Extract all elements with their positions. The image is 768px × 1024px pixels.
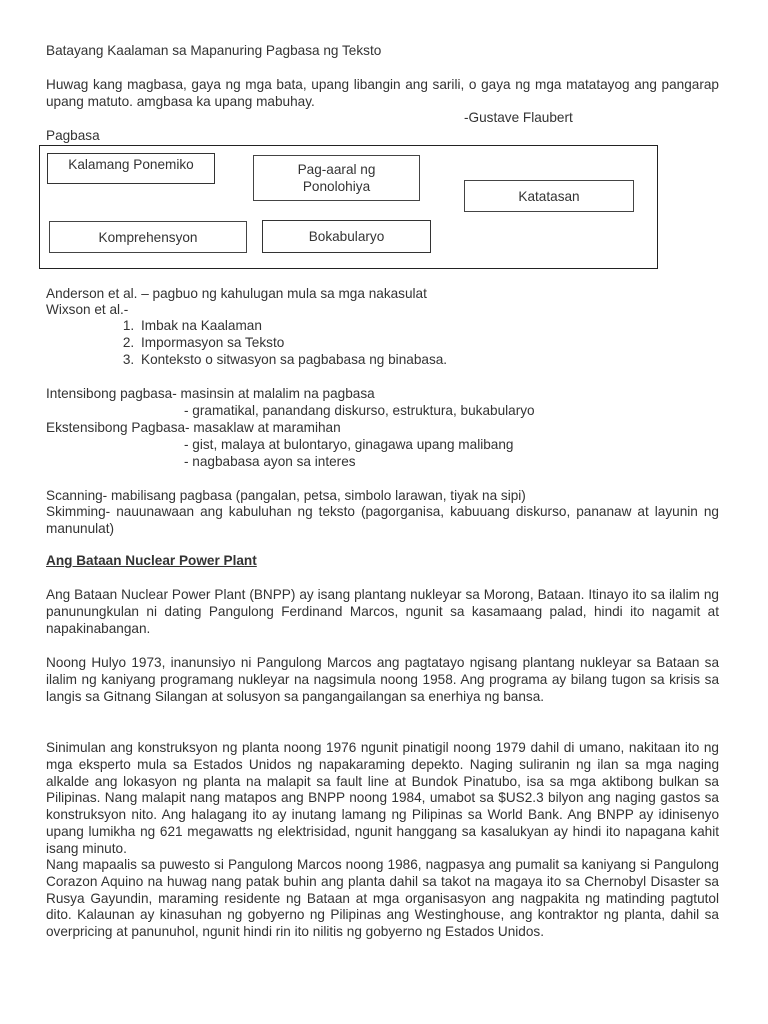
skimming-definition: Skimming- nauunawaan ang kabuluhan ng teksto (pagorganisa, kabuuang diskurso, pananaw at layunin ng manunulat) <box>46 504 719 536</box>
anderson-definition: Anderson et al. – pagbuo ng kahulugan mula sa mga nakasulat <box>46 286 427 301</box>
list-item: 2. Impormasyon sa Teksto <box>138 335 447 352</box>
box-katatasan: Katatasan <box>464 180 634 212</box>
box-kalamang-ponemiko: Kalamang Ponemiko <box>47 153 215 184</box>
intensibo-definition: Intensibong pagbasa- masinsin at malalim na pagbasa <box>46 386 375 401</box>
scanning-definition: Scanning- mabilisang pagbasa (pangalan, petsa, simbolo larawan, tiyak na sipi) <box>46 488 526 503</box>
intensibo-detail: - gramatikal, panandang diskurso, estruktura, bukabularyo <box>184 403 535 418</box>
box-pag-aaral-ng-ponolohiya: Pag-aaral ng Ponolohiya <box>253 155 420 201</box>
ekstensibo-definition: Ekstensibong Pagbasa- masaklaw at maramihan <box>46 420 341 435</box>
wixson-label: Wixson et al.- <box>46 302 129 317</box>
bnpp-paragraph: Noong Hulyo 1973, inanunsiyo ni Pangulong Marcos ang pagtatayo ngisang plantang nukleyar sa Bataan sa ilalim ng kaniyang programang nukleyar na nagsimula noong 1958. Ang programa ay bilang tugon sa krisis sa langis sa Gitnang Silangan at solusyon sa pangangailangan sa enerhiya ng bansa. <box>46 655 719 704</box>
bnpp-paragraph: Nang mapaalis sa puwesto si Pangulong Marcos noong 1986, nagpasya ang pumalit sa kaniyang si Pangulong Corazon Aquino na huwag nang patak buhin ang planta dahil sa takot na magaya ito sa Chernobyl Disaster sa Rusya Gayundin, maraming residente ng Bataan at mga organisasyon ang nagpakita ng matinding pagtutol dito. Kalaunan ay kinasuhan ng gobyerno ng Pilipinas ang Westinghouse, ang kontraktor ng planta, dahil sa overpricing at panunuhol, ngunit hindi rin ito nilitis ng gobyerno ng Estados Unidos. <box>46 857 719 940</box>
ekstensibo-detail: - nagbabasa ayon sa interes <box>184 454 356 469</box>
ekstensibo-detail: - gist, malaya at bulontaryo, ginagawa upang malibang <box>184 437 514 452</box>
box-bokabularyo: Bokabularyo <box>262 220 431 253</box>
section-label-pagbasa: Pagbasa <box>46 128 100 143</box>
wixson-list <box>108 318 447 368</box>
quote-author: -Gustave Flaubert <box>464 110 573 125</box>
bnpp-paragraph: Sinimulan ang konstruksyon ng planta noong 1976 ngunit pinatigil noong 1979 dahil di umano, nakitaan ito ng mga eksperto mula sa Estados Unidos ng napakaraming depekto. Naging suliranin ng ilan sa mga naging alkalde ang lokasyon ng planta na malapit sa fault line at Bundok Pinatubo, isa sa mga aktibong bulkan sa Pilipinas. Nang malapit nang matapos ang BNPP noong 1984, umabot sa $US2.3 bilyon ang naging gastos sa konstruksyon nito. Ang halagang ito ay inutang lamang ng Pilipinas sa World Bank. Ang BNPP ay idinisenyo upang lumikha ng 621 megawatts ng elektrisidad, ngunit hanggang sa kasalukyan ay hindi ito napagana kahit isang minuto. <box>46 740 719 856</box>
quote-text: Huwag kang magbasa, gaya ng mga bata, upang libangin ang sarili, o gaya ng mga matatayog ang pangarap upang matuto. amgbasa ka upang mabuhay. <box>46 77 719 109</box>
list-item: 1. Imbak na Kaalaman <box>138 318 447 335</box>
list-item: 3. Konteksto o sitwasyon sa pagbabasa ng binabasa. <box>138 352 447 369</box>
bnpp-heading: Ang Bataan Nuclear Power Plant <box>46 553 257 568</box>
box-komprehensyon: Komprehensyon <box>49 221 247 253</box>
bnpp-paragraph: Ang Bataan Nuclear Power Plant (BNPP) ay isang plantang nukleyar sa Morong, Bataan. Itinayo ito sa ilalim ng panunungkulan ni dating Pangulong Ferdinand Marcos, ngunit sa kasamaang palad, hindi ito nagamit at napakinabangan. <box>46 587 719 636</box>
document-title: Batayang Kaalaman sa Mapanuring Pagbasa ng Teksto <box>46 43 382 58</box>
pagbasa-diagram <box>39 145 658 269</box>
